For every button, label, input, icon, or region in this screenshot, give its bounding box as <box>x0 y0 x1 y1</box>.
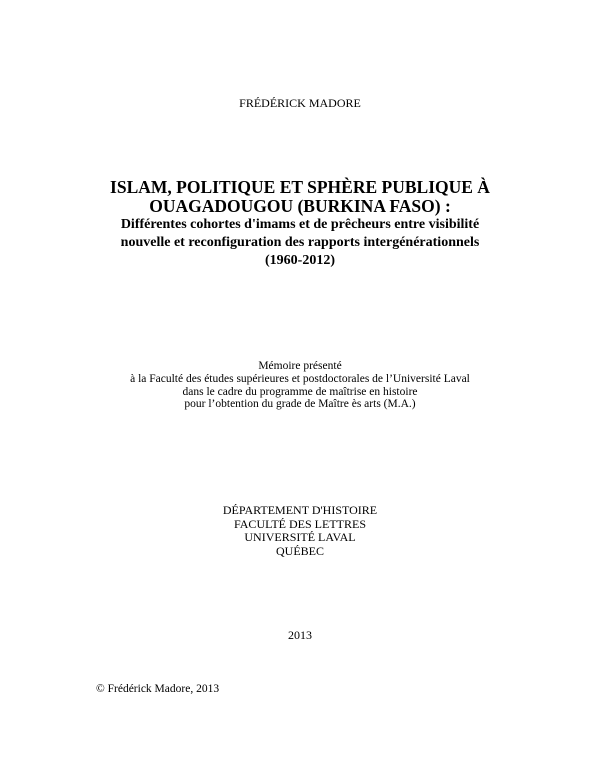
copyright-text: © Frédérick Madore, 2013 <box>96 683 220 695</box>
city-name: QUÉBEC <box>276 543 324 558</box>
university-name: UNIVERSITÉ LAVAL <box>244 530 356 545</box>
author-name <box>0 96 600 110</box>
thesis-title <box>0 178 600 216</box>
author-name-text: FRÉDÉRICK MADORE <box>239 96 361 110</box>
thesis-subtitle-line-1: Différentes cohortes d'imams et de prêcheurs entre visibilité <box>120 217 480 232</box>
submission-line-1: Mémoire présenté <box>258 360 342 372</box>
submission-statement <box>0 360 600 411</box>
thesis-title-line-2: OUAGADOUGOU (BURKINA FASO) : <box>149 196 451 216</box>
faculty-name: FACULTÉ DES LETTRES <box>233 516 366 531</box>
thesis-title-line-1: ISLAM, POLITIQUE ET SPHÈRE PUBLIQUE À <box>110 177 490 197</box>
submission-line-3: dans le cadre du programme de maîtrise en histoire <box>182 385 418 398</box>
submission-line-2: à la Faculté des études supérieures et postdoctorales de l’Université Laval <box>130 372 470 385</box>
thesis-subtitle-line-3: (1960-2012) <box>265 253 335 268</box>
publication-year <box>0 628 600 642</box>
submission-line-4: pour l’obtention du grade de Maître ès arts (M.A.) <box>184 398 416 411</box>
publication-year-text: 2013 <box>288 628 312 642</box>
thesis-subtitle-line-2: nouvelle et reconfiguration des rapports intergénérationnels <box>120 235 480 250</box>
thesis-subtitle <box>0 216 600 270</box>
department-name: DÉPARTEMENT D'HISTOIRE <box>222 503 378 517</box>
institution-block <box>0 504 600 558</box>
copyright-notice <box>96 682 219 696</box>
